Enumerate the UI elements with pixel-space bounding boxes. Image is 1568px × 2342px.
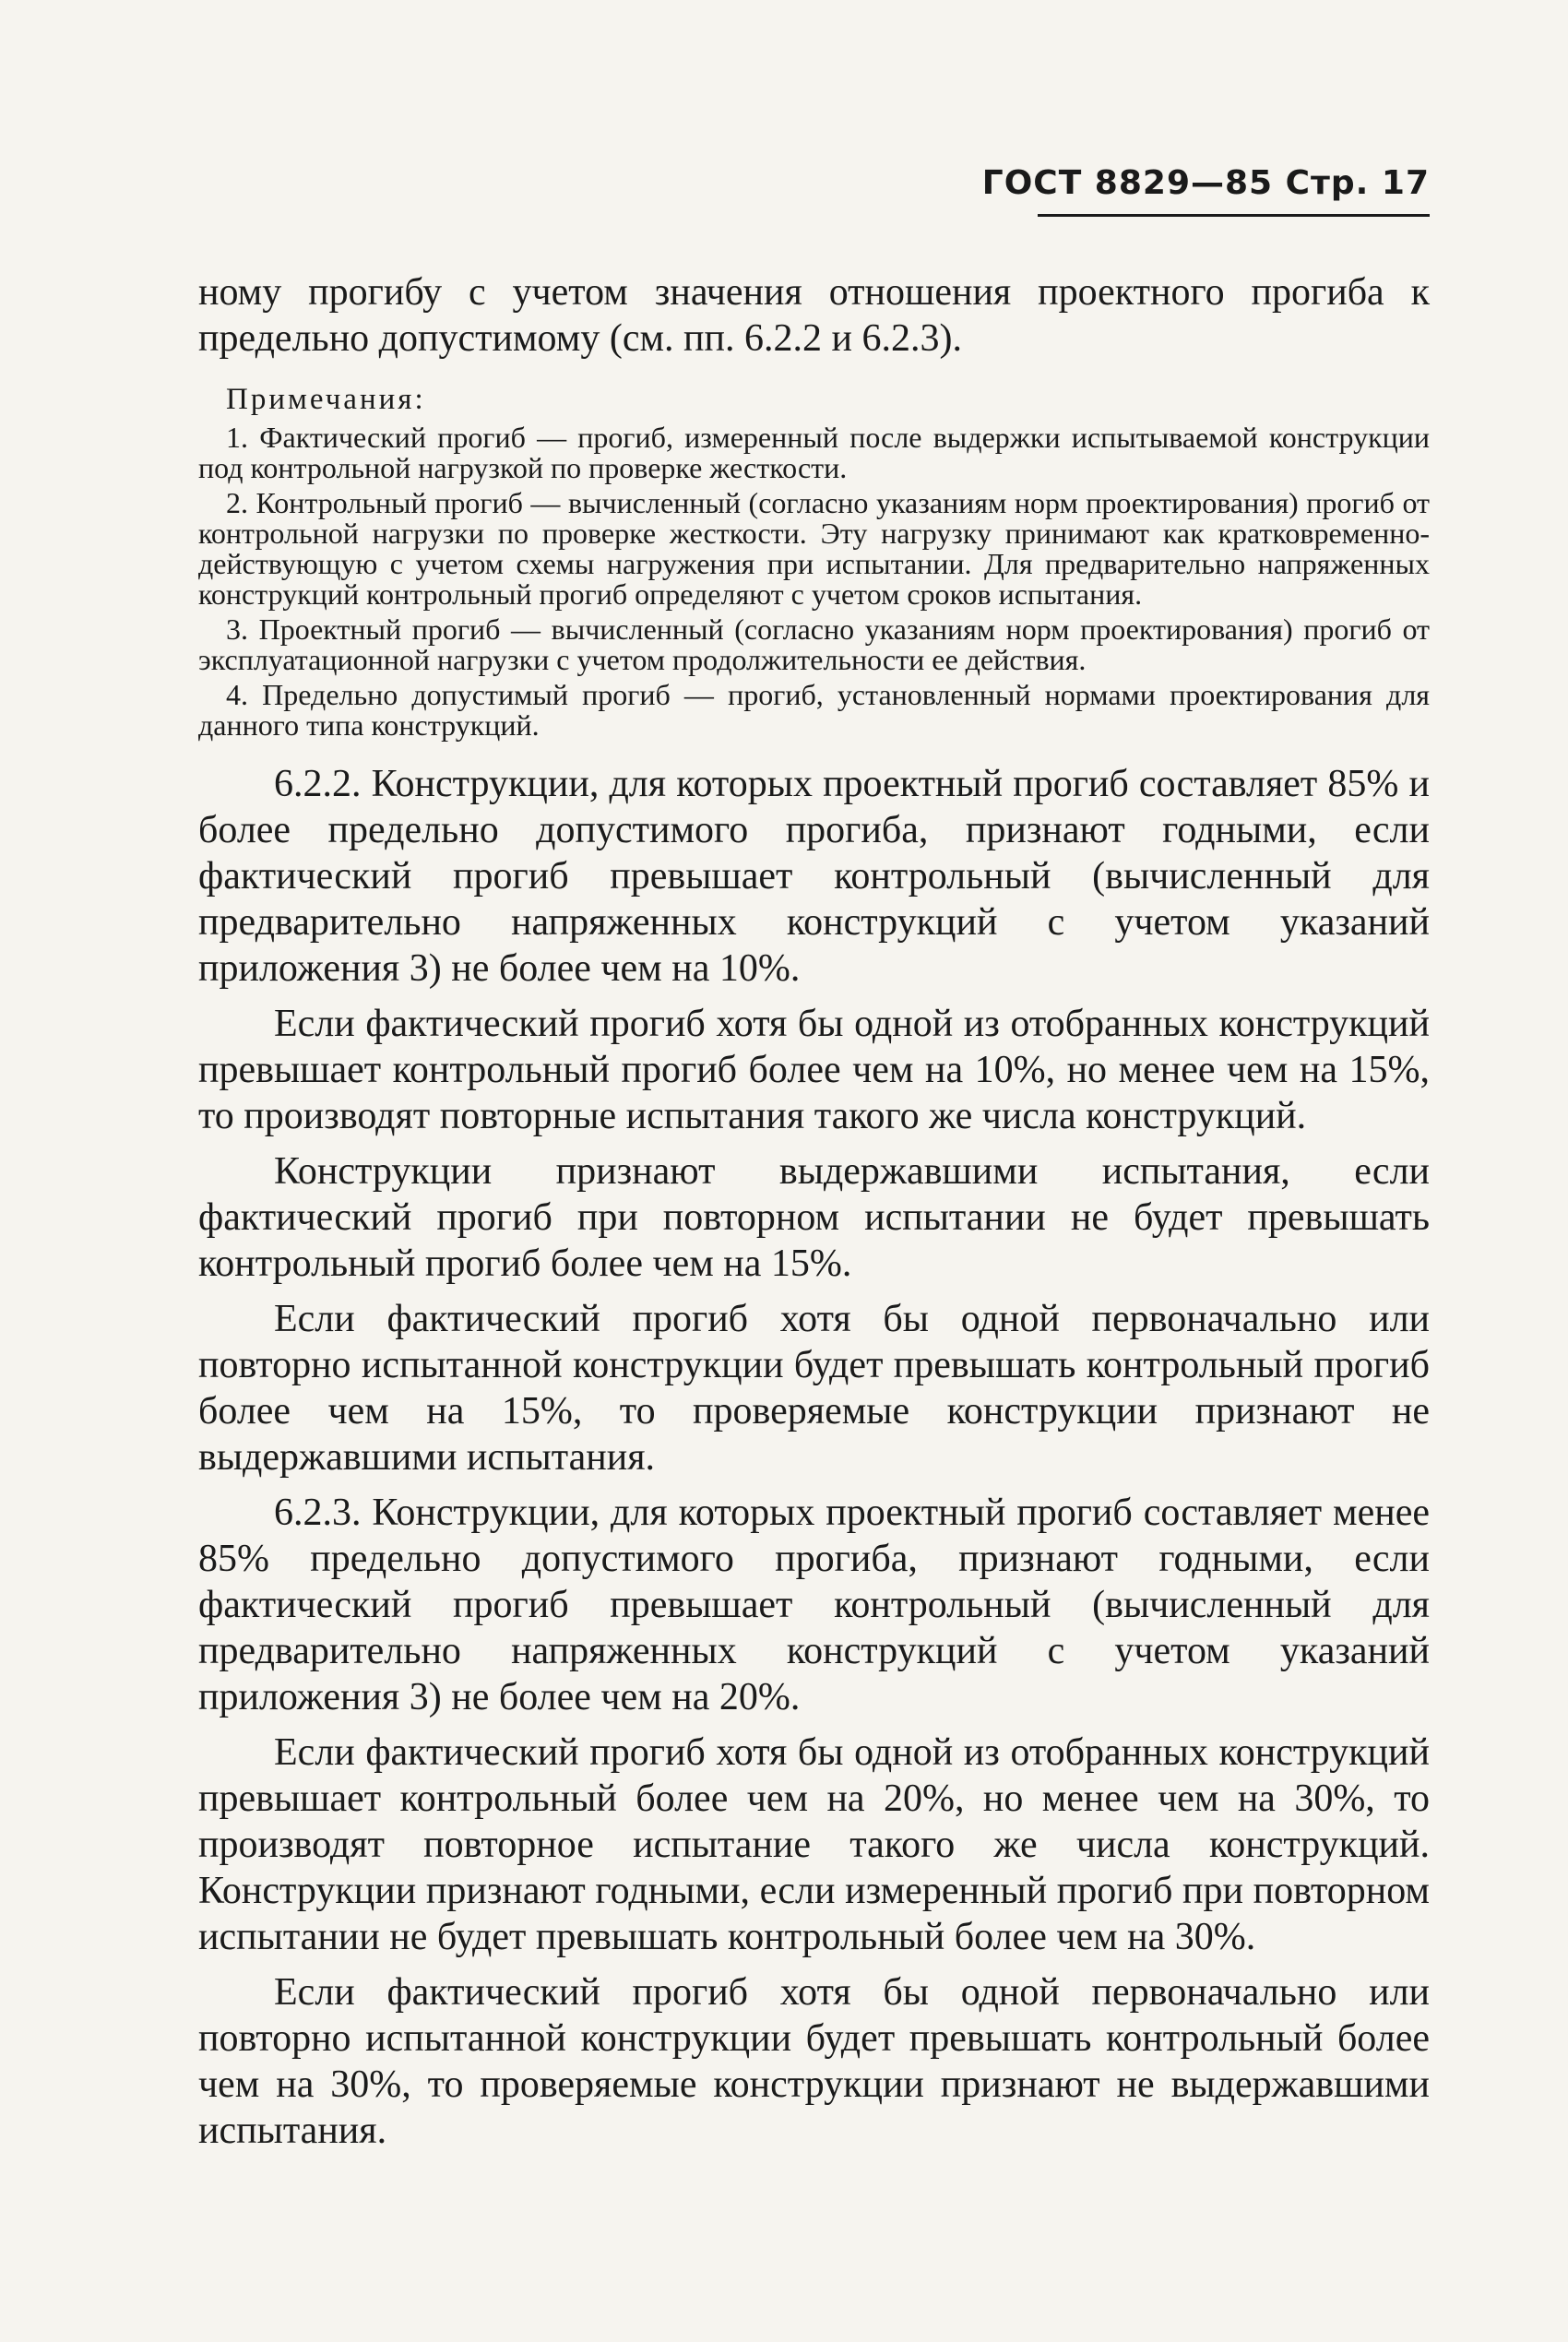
paragraph-retest-15: Если фактический прогиб хотя бы одной из отобранных конструкций превышает контрольный прогиб более чем на 10%, но менее чем на 15%, то производят повторные испытания такого же числа конструкций.: [198, 1003, 1430, 1137]
notes-title: Примечания:: [226, 383, 426, 416]
continuation-paragraph: ному прогибу с учетом значения отношения проектного прогиба к предельно допустимому (см. пп. 6.2.2 и 6.2.3).: [198, 271, 1430, 360]
note-1: 1. Фактический прогиб — прогиб, измеренный после выдержки испытываемой конструкции под контрольной нагрузкой по проверке жесткости.: [198, 421, 1430, 484]
paragraph-pass-15: Конструкции признают выдержавшими испытания, если фактический прогиб при повторном испытании не будет превышать контрольный прогиб более чем на 15%.: [198, 1150, 1430, 1285]
note-2: 2. Контрольный прогиб — вычисленный (согласно указаниям норм проектирования) прогиб от контрольной нагрузки по проверке жесткости. Эту нагрузку принимают как кратковременно-действующую с учетом схемы нагружения при испытании. Для предварительно напряженных конструкций контрольный прогиб определяют с учетом сроков испытания.: [198, 486, 1430, 611]
notes-block: [198, 382, 1430, 741]
note-4: 4. Предельно допустимый прогиб — прогиб, установленный нормами проектирования для данного типа конструкций.: [198, 678, 1430, 742]
paragraph-fail-30: Если фактический прогиб хотя бы одной первоначально или повторно испытанной конструкции будет превышать контрольный более чем на 30%, то проверяемые конструкции признают не выдержавшими испытания.: [198, 1971, 1430, 2152]
page-body: [198, 269, 1430, 2163]
header-rule: [1038, 214, 1430, 217]
page-header: ГОСТ 8829—85 Стр. 17: [981, 164, 1430, 202]
paragraph-fail-15: Если фактический прогиб хотя бы одной первоначально или повторно испытанной конструкции будет превышать контрольный прогиб более чем на 15%, то проверяемые конструкции признают не выдержавшими испытания.: [198, 1298, 1430, 1479]
clause-6-2-3: 6.2.3. Конструкции, для которых проектный прогиб составляет менее 85% предельно допустимого прогиба, признают годными, если фактический прогиб превышает контрольный (вычисленный для предварительно напряженных конструкций с учетом указаний приложения 3) не более чем на 20%.: [198, 1492, 1430, 1718]
note-3: 3. Проектный прогиб — вычисленный (согласно указаниям норм проектирования) прогиб от эксплуатационной нагрузки с учетом продолжительности ее действия.: [198, 612, 1430, 676]
paragraph-retest-30: Если фактический прогиб хотя бы одной из отобранных конструкций превышает контрольный более чем на 20%, но менее чем на 30%, то производят повторное испытание такого же числа конструкций. Конструкции признают годными, если измеренный прогиб при повторном испытании не будет превышать контрольный более чем на 30%.: [198, 1731, 1430, 1958]
clause-6-2-2: 6.2.2. Конструкции, для которых проектный прогиб составляет 85% и более предельно допустимого прогиба, признают годными, если фактический прогиб превышает контрольный (вычисленный для предварительно напряженных конструкций с учетом указаний приложения 3) не более чем на 10%.: [198, 763, 1430, 990]
